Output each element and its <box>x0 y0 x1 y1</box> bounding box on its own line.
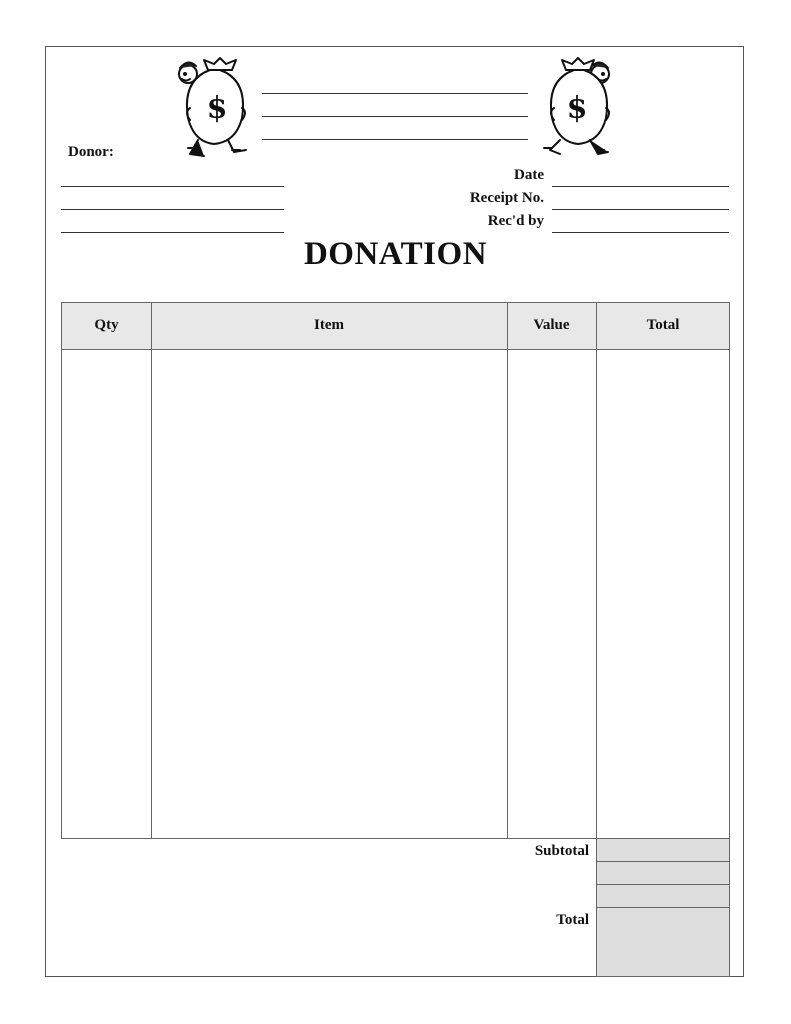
svg-text:$: $ <box>206 91 228 126</box>
total-field[interactable] <box>596 907 730 977</box>
header-line <box>262 116 528 117</box>
subtotal-field[interactable] <box>596 838 730 862</box>
received-by-label: Rec'd by <box>487 213 544 229</box>
date-label: Date <box>514 167 544 183</box>
money-bag-man-icon <box>168 48 258 158</box>
donor-label: Donor: <box>68 144 114 160</box>
summary-field[interactable] <box>596 861 730 885</box>
received-by-field[interactable] <box>552 232 729 233</box>
date-field[interactable] <box>552 186 729 187</box>
header-line <box>262 139 528 140</box>
header-line <box>262 93 528 94</box>
table-header <box>62 303 729 350</box>
summary-field[interactable] <box>596 884 730 908</box>
page-title: DONATION <box>303 236 488 272</box>
donor-field[interactable] <box>61 186 284 187</box>
receipt-number-field[interactable] <box>552 209 729 210</box>
donor-field[interactable] <box>61 209 284 210</box>
column-header-value: Value <box>533 317 570 333</box>
column-divider <box>507 303 508 838</box>
items-table <box>61 302 730 839</box>
column-divider <box>596 303 597 838</box>
money-bag-man-icon <box>530 48 620 158</box>
column-header-total: Total <box>646 317 680 333</box>
donor-field[interactable] <box>61 232 284 233</box>
column-divider <box>151 303 152 838</box>
total-label: Total <box>556 912 589 928</box>
column-header-item: Item <box>314 317 344 333</box>
receipt-number-label: Receipt No. <box>469 190 544 206</box>
column-header-qty: Qty <box>94 317 119 333</box>
subtotal-label: Subtotal <box>534 843 589 859</box>
svg-text:$: $ <box>566 91 588 126</box>
